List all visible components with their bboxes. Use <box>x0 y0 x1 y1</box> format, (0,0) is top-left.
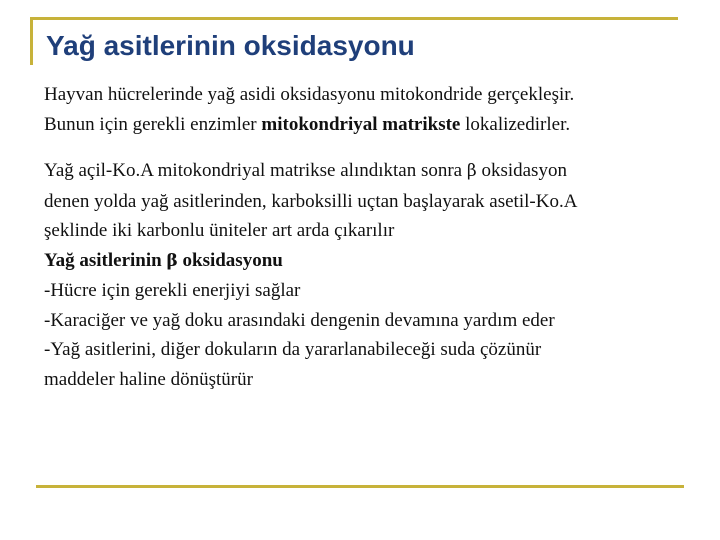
function-item-balance: -Karaciğer ve yağ doku arasındaki dengenin devamına yardım eder <box>44 309 555 331</box>
intro-bold-term: mitokondriyal matrikste <box>261 113 461 135</box>
intro-line-1: Hayvan hücrelerinde yağ asidi oksidasyonu mitokondride gerçekleşir. <box>44 84 575 105</box>
frame-bottom-border <box>36 485 684 488</box>
beta-symbol: β <box>466 161 477 181</box>
heading-beta-symbol: β <box>166 250 178 271</box>
oxidation-line-3: şeklinde iki karbonlu üniteler art arda çıkarılır <box>44 220 395 241</box>
oxidation-line-1 <box>44 156 577 187</box>
intro-line-2-start: Bunun için gerekli enzimler <box>44 113 262 135</box>
oxidation-line-2: denen yolda yağ asitlerinden, karboksilli uçtan başlayarak asetil-Ko.A <box>44 190 578 212</box>
slide-title: Yağ asitlerinin oksidasyonu <box>46 30 415 61</box>
intro-line-2-end: lokalizedirler. <box>460 113 571 135</box>
function-item-soluble-cont: maddeler haline dönüştürür <box>44 368 253 390</box>
frame-top-border <box>30 17 678 20</box>
intro-paragraph <box>44 80 574 139</box>
heading-end: oksidasyonu <box>177 249 283 271</box>
oxidation-line-1-end: oksidasyon <box>476 160 567 181</box>
intro-line-2 <box>44 110 574 140</box>
function-item-soluble: -Yağ asitlerini, diğer dokuların da yararlanabileceği suda çözünür <box>44 339 542 360</box>
function-item-energy: -Hücre için gerekli enerjiyi sağlar <box>44 280 301 301</box>
oxidation-paragraph <box>44 156 577 394</box>
beta-oxidation-heading <box>44 246 577 277</box>
oxidation-line-1-start: Yağ açil-Ko.A mitokondriyal matrikse alındıktan sonra <box>44 160 467 181</box>
frame-left-border <box>30 17 33 65</box>
heading-start: Yağ asitlerinin <box>44 249 167 271</box>
